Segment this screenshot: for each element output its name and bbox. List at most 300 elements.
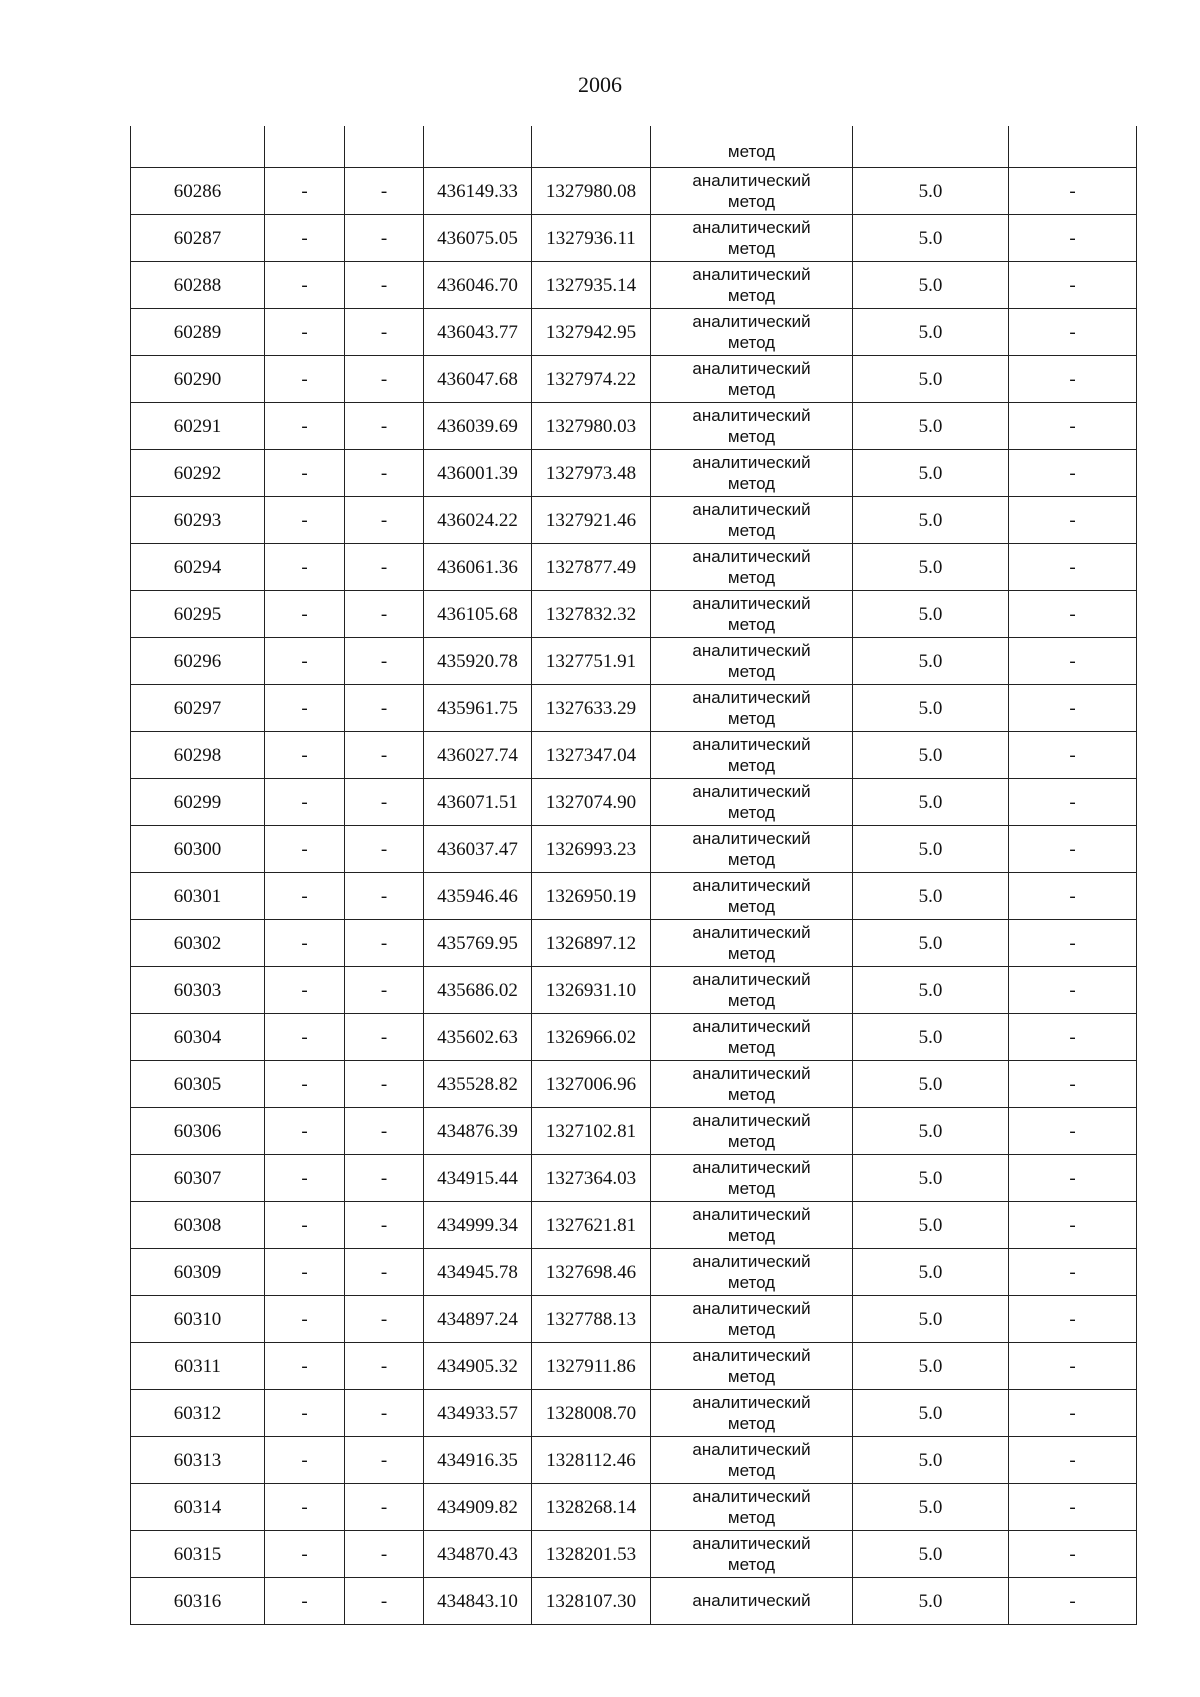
table-row: [131, 1155, 1137, 1202]
accuracy-cell: 5.0: [853, 920, 1009, 967]
y-coordinate-cell: 1327911.86: [532, 1343, 651, 1390]
table-row: [131, 638, 1137, 685]
x-coordinate-cell: 434843.10: [424, 1578, 532, 1625]
point-id-cell: 60304: [131, 1014, 265, 1061]
method-text: аналитический: [692, 217, 811, 237]
point-id-cell: 60316: [131, 1578, 265, 1625]
empty-cell: -: [265, 732, 345, 779]
point-id-cell: 60300: [131, 826, 265, 873]
x-coordinate-cell: 436047.68: [424, 356, 532, 403]
method-cell: [651, 450, 853, 497]
method-text: аналитический: [692, 1063, 811, 1083]
method-text: метод: [727, 333, 776, 352]
empty-cell: -: [345, 497, 424, 544]
method-text: метод: [727, 1414, 776, 1433]
table-row: [131, 309, 1137, 356]
method-text: аналитический: [692, 1439, 811, 1459]
point-id-cell: 60290: [131, 356, 265, 403]
empty-cell: -: [345, 215, 424, 262]
method-cell: [651, 215, 853, 262]
accuracy-cell: 5.0: [853, 826, 1009, 873]
empty-cell: -: [1009, 497, 1137, 544]
method-cell: [651, 544, 853, 591]
empty-cell: -: [265, 638, 345, 685]
empty-cell: -: [265, 356, 345, 403]
empty-cell: -: [345, 732, 424, 779]
point-id-cell: 60308: [131, 1202, 265, 1249]
y-coordinate-cell: 1327877.49: [532, 544, 651, 591]
empty-cell: -: [265, 685, 345, 732]
method-text: метод: [727, 1367, 776, 1386]
point-id-cell: 60302: [131, 920, 265, 967]
x-coordinate-cell: 435920.78: [424, 638, 532, 685]
method-text: аналитический: [692, 687, 811, 707]
method-text: метод: [727, 474, 776, 493]
table-row: [131, 1437, 1137, 1484]
method-cell: [651, 591, 853, 638]
point-id-cell: 60309: [131, 1249, 265, 1296]
method-cell: [651, 262, 853, 309]
y-coordinate-cell: 1327974.22: [532, 356, 651, 403]
method-cell: [651, 1296, 853, 1343]
point-id-cell: 60292: [131, 450, 265, 497]
method-text: метод: [727, 803, 776, 822]
method-cell: [651, 685, 853, 732]
continuation-row: [131, 126, 1137, 168]
method-text: метод: [727, 1320, 776, 1339]
accuracy-cell: 5.0: [853, 1578, 1009, 1625]
table-cell: [265, 126, 345, 168]
method-cell: [651, 1578, 853, 1625]
method-text: метод: [727, 1085, 776, 1104]
table-row: [131, 1343, 1137, 1390]
point-id-cell: 60297: [131, 685, 265, 732]
empty-cell: -: [345, 1437, 424, 1484]
method-text: аналитический: [692, 358, 811, 378]
x-coordinate-cell: 436037.47: [424, 826, 532, 873]
table-row: [131, 826, 1137, 873]
method-text: аналитический: [692, 311, 811, 331]
empty-cell: -: [345, 1155, 424, 1202]
x-coordinate-cell: 434915.44: [424, 1155, 532, 1202]
table-cell: [853, 126, 1009, 168]
empty-cell: -: [1009, 1531, 1137, 1578]
method-text: метод: [727, 944, 776, 963]
empty-cell: -: [265, 544, 345, 591]
x-coordinate-cell: 435602.63: [424, 1014, 532, 1061]
empty-cell: -: [345, 1296, 424, 1343]
empty-cell: -: [1009, 1249, 1137, 1296]
method-text: аналитический: [692, 264, 811, 284]
empty-cell: -: [265, 1155, 345, 1202]
table-row: [131, 967, 1137, 1014]
method-text: метод: [727, 380, 776, 399]
accuracy-cell: 5.0: [853, 262, 1009, 309]
table-row: [131, 1061, 1137, 1108]
method-text: аналитический: [692, 875, 811, 895]
empty-cell: -: [345, 403, 424, 450]
x-coordinate-cell: 436105.68: [424, 591, 532, 638]
empty-cell: -: [1009, 779, 1137, 826]
point-id-cell: 60288: [131, 262, 265, 309]
accuracy-cell: 5.0: [853, 873, 1009, 920]
accuracy-cell: 5.0: [853, 403, 1009, 450]
empty-cell: -: [1009, 920, 1137, 967]
accuracy-cell: 5.0: [853, 732, 1009, 779]
accuracy-cell: 5.0: [853, 1437, 1009, 1484]
method-text: метод: [727, 286, 776, 305]
empty-cell: -: [265, 1343, 345, 1390]
accuracy-cell: 5.0: [853, 685, 1009, 732]
y-coordinate-cell: 1327935.14: [532, 262, 651, 309]
empty-cell: -: [345, 1061, 424, 1108]
point-id-cell: 60299: [131, 779, 265, 826]
empty-cell: -: [265, 215, 345, 262]
table-row: [131, 497, 1137, 544]
table-cell: [1009, 126, 1137, 168]
coordinates-table: [130, 126, 1137, 1625]
accuracy-cell: 5.0: [853, 1061, 1009, 1108]
empty-cell: -: [345, 591, 424, 638]
table-body: [131, 126, 1137, 1625]
y-coordinate-cell: 1328008.70: [532, 1390, 651, 1437]
empty-cell: -: [265, 1437, 345, 1484]
method-cell: [651, 1531, 853, 1578]
empty-cell: -: [265, 450, 345, 497]
empty-cell: -: [345, 1578, 424, 1625]
empty-cell: -: [265, 1531, 345, 1578]
empty-cell: -: [265, 826, 345, 873]
method-cell: [651, 920, 853, 967]
point-id-cell: 60287: [131, 215, 265, 262]
method-cell: [651, 638, 853, 685]
method-cell: [651, 168, 853, 215]
method-text: метод: [727, 756, 776, 775]
empty-cell: -: [345, 450, 424, 497]
method-text: аналитический: [692, 781, 811, 801]
y-coordinate-cell: 1327006.96: [532, 1061, 651, 1108]
empty-cell: -: [265, 591, 345, 638]
method-text: аналитический: [692, 1251, 811, 1271]
method-text: метод: [727, 521, 776, 540]
method-text: аналитический: [692, 969, 811, 989]
empty-cell: -: [345, 779, 424, 826]
empty-cell: -: [345, 638, 424, 685]
x-coordinate-cell: 434933.57: [424, 1390, 532, 1437]
table-row: [131, 1531, 1137, 1578]
method-cell: [651, 1249, 853, 1296]
empty-cell: -: [345, 685, 424, 732]
empty-cell: -: [1009, 215, 1137, 262]
x-coordinate-cell: 435769.95: [424, 920, 532, 967]
empty-cell: -: [265, 1249, 345, 1296]
empty-cell: -: [1009, 356, 1137, 403]
y-coordinate-cell: 1327621.81: [532, 1202, 651, 1249]
point-id-cell: 60289: [131, 309, 265, 356]
method-text: аналитический: [692, 734, 811, 754]
accuracy-cell: 5.0: [853, 215, 1009, 262]
y-coordinate-cell: 1327936.11: [532, 215, 651, 262]
table-row: [131, 732, 1137, 779]
empty-cell: -: [1009, 826, 1137, 873]
accuracy-cell: 5.0: [853, 779, 1009, 826]
method-cell: [651, 403, 853, 450]
x-coordinate-cell: 436061.36: [424, 544, 532, 591]
empty-cell: -: [1009, 873, 1137, 920]
empty-cell: -: [1009, 1014, 1137, 1061]
method-text: аналитический: [692, 1298, 811, 1318]
point-id-cell: 60305: [131, 1061, 265, 1108]
method-text: аналитический: [692, 1110, 811, 1130]
method-text: метод: [727, 709, 776, 728]
x-coordinate-cell: 435961.75: [424, 685, 532, 732]
empty-cell: -: [265, 403, 345, 450]
y-coordinate-cell: 1327980.08: [532, 168, 651, 215]
method-text: метод: [727, 662, 776, 681]
empty-cell: -: [265, 1202, 345, 1249]
method-text: метод: [727, 1132, 776, 1151]
empty-cell: -: [265, 779, 345, 826]
accuracy-cell: 5.0: [853, 356, 1009, 403]
method-text: метод: [727, 1226, 776, 1245]
y-coordinate-cell: 1327751.91: [532, 638, 651, 685]
method-text: метод: [727, 897, 776, 916]
table-cell: [532, 126, 651, 168]
method-text: аналитический: [692, 1016, 811, 1036]
x-coordinate-cell: 436001.39: [424, 450, 532, 497]
x-coordinate-cell: 434905.32: [424, 1343, 532, 1390]
method-cell: [651, 1155, 853, 1202]
y-coordinate-cell: 1326897.12: [532, 920, 651, 967]
empty-cell: -: [1009, 262, 1137, 309]
empty-cell: -: [265, 262, 345, 309]
x-coordinate-cell: 436027.74: [424, 732, 532, 779]
table-row: [131, 1014, 1137, 1061]
method-text: метод: [727, 1461, 776, 1480]
method-text: аналитический: [692, 1345, 811, 1365]
empty-cell: -: [1009, 685, 1137, 732]
empty-cell: -: [265, 967, 345, 1014]
empty-cell: -: [1009, 967, 1137, 1014]
y-coordinate-cell: 1327980.03: [532, 403, 651, 450]
empty-cell: -: [345, 168, 424, 215]
empty-cell: -: [345, 1014, 424, 1061]
method-text: метод: [727, 850, 776, 869]
accuracy-cell: 5.0: [853, 309, 1009, 356]
x-coordinate-cell: 434945.78: [424, 1249, 532, 1296]
method-text: аналитический: [692, 1533, 811, 1553]
accuracy-cell: 5.0: [853, 638, 1009, 685]
method-text: аналитический: [692, 499, 811, 519]
point-id-cell: 60301: [131, 873, 265, 920]
empty-cell: -: [345, 356, 424, 403]
method-cell: [651, 1202, 853, 1249]
y-coordinate-cell: 1327973.48: [532, 450, 651, 497]
empty-cell: -: [265, 1578, 345, 1625]
accuracy-cell: 5.0: [853, 1249, 1009, 1296]
point-id-cell: 60294: [131, 544, 265, 591]
table-row: [131, 1296, 1137, 1343]
method-text: аналитический: [692, 405, 811, 425]
method-text: аналитический: [692, 1392, 811, 1412]
method-text: аналитический: [692, 1204, 811, 1224]
method-text: метод: [727, 1508, 776, 1527]
x-coordinate-cell: 436024.22: [424, 497, 532, 544]
empty-cell: -: [1009, 1343, 1137, 1390]
accuracy-cell: 5.0: [853, 497, 1009, 544]
accuracy-cell: 5.0: [853, 1108, 1009, 1155]
page-number: 2006: [578, 72, 622, 97]
empty-cell: -: [1009, 1437, 1137, 1484]
y-coordinate-cell: 1327347.04: [532, 732, 651, 779]
point-id-cell: 60310: [131, 1296, 265, 1343]
empty-cell: -: [1009, 168, 1137, 215]
table-row: [131, 1390, 1137, 1437]
point-id-cell: 60293: [131, 497, 265, 544]
accuracy-cell: 5.0: [853, 1155, 1009, 1202]
method-text: аналитический: [692, 1591, 811, 1611]
table-row: [131, 403, 1137, 450]
empty-cell: -: [345, 309, 424, 356]
y-coordinate-cell: 1328107.30: [532, 1578, 651, 1625]
method-text: аналитический: [692, 452, 811, 472]
method-text: аналитический: [692, 1486, 811, 1506]
method-text: метод: [727, 568, 776, 587]
empty-cell: -: [345, 826, 424, 873]
method-text: метод: [727, 615, 776, 634]
accuracy-cell: 5.0: [853, 450, 1009, 497]
y-coordinate-cell: 1327074.90: [532, 779, 651, 826]
empty-cell: -: [345, 920, 424, 967]
empty-cell: -: [1009, 1296, 1137, 1343]
accuracy-cell: 5.0: [853, 544, 1009, 591]
table-row: [131, 1578, 1137, 1625]
empty-cell: -: [1009, 591, 1137, 638]
y-coordinate-cell: 1327633.29: [532, 685, 651, 732]
y-coordinate-cell: 1328112.46: [532, 1437, 651, 1484]
point-id-cell: 60307: [131, 1155, 265, 1202]
empty-cell: -: [1009, 1202, 1137, 1249]
table-row: [131, 450, 1137, 497]
method-cell: [651, 1390, 853, 1437]
empty-cell: -: [345, 1202, 424, 1249]
method-cell: [651, 1484, 853, 1531]
x-coordinate-cell: 434999.34: [424, 1202, 532, 1249]
y-coordinate-cell: 1327102.81: [532, 1108, 651, 1155]
empty-cell: -: [265, 309, 345, 356]
empty-cell: -: [345, 967, 424, 1014]
table-row: [131, 873, 1137, 920]
y-coordinate-cell: 1327832.32: [532, 591, 651, 638]
point-id-cell: 60295: [131, 591, 265, 638]
empty-cell: -: [345, 1343, 424, 1390]
method-text: аналитический: [692, 640, 811, 660]
table-row: [131, 1249, 1137, 1296]
table-cell: [424, 126, 532, 168]
x-coordinate-cell: 434909.82: [424, 1484, 532, 1531]
y-coordinate-cell: 1327921.46: [532, 497, 651, 544]
y-coordinate-cell: 1327942.95: [532, 309, 651, 356]
point-id-cell: 60303: [131, 967, 265, 1014]
table-row: [131, 1202, 1137, 1249]
method-text: метод: [727, 1179, 776, 1198]
x-coordinate-cell: 434870.43: [424, 1531, 532, 1578]
empty-cell: -: [345, 262, 424, 309]
empty-cell: -: [345, 873, 424, 920]
table-row: [131, 544, 1137, 591]
method-text: метод: [727, 1038, 776, 1057]
method-cell: [651, 1437, 853, 1484]
x-coordinate-cell: 436043.77: [424, 309, 532, 356]
method-cell: [651, 873, 853, 920]
method-cell: [651, 1343, 853, 1390]
empty-cell: -: [265, 168, 345, 215]
empty-cell: -: [1009, 1484, 1137, 1531]
method-cell: метод: [651, 126, 853, 168]
empty-cell: -: [1009, 1108, 1137, 1155]
method-cell: [651, 967, 853, 1014]
empty-cell: -: [1009, 1578, 1137, 1625]
method-cell: [651, 497, 853, 544]
point-id-cell: 60312: [131, 1390, 265, 1437]
method-text: аналитический: [692, 1157, 811, 1177]
point-id-cell: 60298: [131, 732, 265, 779]
accuracy-cell: 5.0: [853, 168, 1009, 215]
method-cell: [651, 732, 853, 779]
method-text: аналитический: [692, 922, 811, 942]
empty-cell: -: [1009, 1061, 1137, 1108]
point-id-cell: 60291: [131, 403, 265, 450]
empty-cell: -: [345, 1249, 424, 1296]
x-coordinate-cell: 436149.33: [424, 168, 532, 215]
empty-cell: -: [345, 1531, 424, 1578]
table-row: [131, 1484, 1137, 1531]
empty-cell: -: [265, 1061, 345, 1108]
x-coordinate-cell: 434897.24: [424, 1296, 532, 1343]
empty-cell: -: [345, 1484, 424, 1531]
accuracy-cell: 5.0: [853, 591, 1009, 638]
accuracy-cell: 5.0: [853, 1484, 1009, 1531]
method-cell: [651, 826, 853, 873]
method-text: метод: [727, 1273, 776, 1292]
table-row: [131, 168, 1137, 215]
table-row: [131, 1108, 1137, 1155]
table-row: [131, 356, 1137, 403]
empty-cell: -: [1009, 403, 1137, 450]
x-coordinate-cell: 436039.69: [424, 403, 532, 450]
point-id-cell: 60311: [131, 1343, 265, 1390]
point-id-cell: 60286: [131, 168, 265, 215]
table-row: [131, 215, 1137, 262]
table-row: [131, 591, 1137, 638]
method-text: аналитический: [692, 828, 811, 848]
method-cell: [651, 356, 853, 403]
accuracy-cell: 5.0: [853, 967, 1009, 1014]
table-cell: [345, 126, 424, 168]
x-coordinate-cell: 435946.46: [424, 873, 532, 920]
table-row: [131, 779, 1137, 826]
x-coordinate-cell: 434916.35: [424, 1437, 532, 1484]
empty-cell: -: [1009, 309, 1137, 356]
y-coordinate-cell: 1327364.03: [532, 1155, 651, 1202]
y-coordinate-cell: 1326993.23: [532, 826, 651, 873]
empty-cell: -: [265, 1484, 345, 1531]
empty-cell: -: [265, 1108, 345, 1155]
x-coordinate-cell: 434876.39: [424, 1108, 532, 1155]
x-coordinate-cell: 436075.05: [424, 215, 532, 262]
empty-cell: -: [265, 1014, 345, 1061]
table-cell: [131, 126, 265, 168]
